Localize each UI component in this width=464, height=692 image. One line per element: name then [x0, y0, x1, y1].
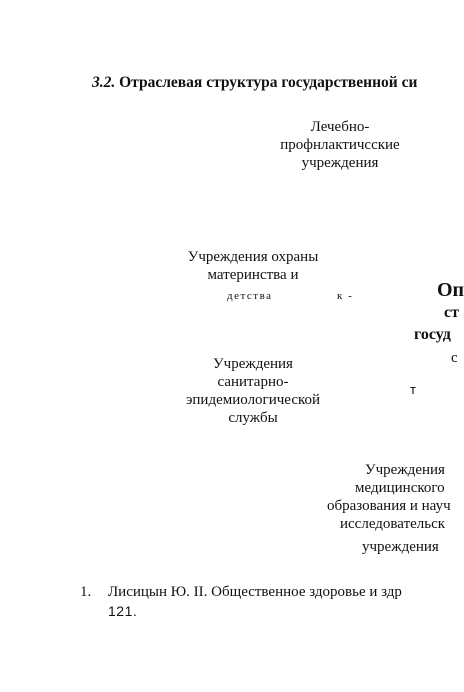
stray-letter: т: [410, 382, 416, 397]
box-line: Учреждения охраны: [187, 249, 319, 265]
box-line: службы: [228, 410, 278, 426]
education-line-4: исследовательск: [340, 516, 446, 532]
center-line-3: госуд: [414, 326, 451, 343]
footnote-page: 121.: [108, 603, 138, 619]
box-line: Учреждения: [213, 356, 293, 372]
maternity-small-text: детства: [227, 290, 273, 302]
box-line: Лечебно-: [310, 119, 370, 135]
box-line: материнства и: [207, 267, 299, 283]
box-line: профнлактичсские: [280, 137, 400, 153]
treatment-institutions-block: [270, 118, 410, 172]
box-line: эпидемиологической: [185, 392, 321, 408]
education-line-5: учреждения: [362, 539, 439, 555]
sanitary-service-block: [173, 355, 333, 427]
footnote-text: Лисицын Ю. II. Общественное здоровье и здр: [108, 584, 402, 600]
maternity-protection-block: [173, 248, 333, 284]
center-line-1: Оп: [437, 279, 464, 301]
section-title: Отраслевая структура государственной си: [119, 74, 418, 91]
center-line-2: ст: [444, 304, 459, 321]
footnote-number: 1.: [80, 584, 92, 600]
center-line-4: с: [451, 350, 458, 366]
section-heading: [92, 74, 417, 92]
education-line-1: Учреждения: [365, 462, 445, 478]
dash-mark: к -: [337, 290, 354, 302]
education-line-3: образования и науч: [327, 498, 451, 514]
education-line-2: медицинского: [355, 480, 445, 496]
section-number: 3.2.: [92, 74, 116, 91]
box-line: учреждения: [301, 155, 379, 171]
box-line: санитарно-: [217, 374, 289, 390]
